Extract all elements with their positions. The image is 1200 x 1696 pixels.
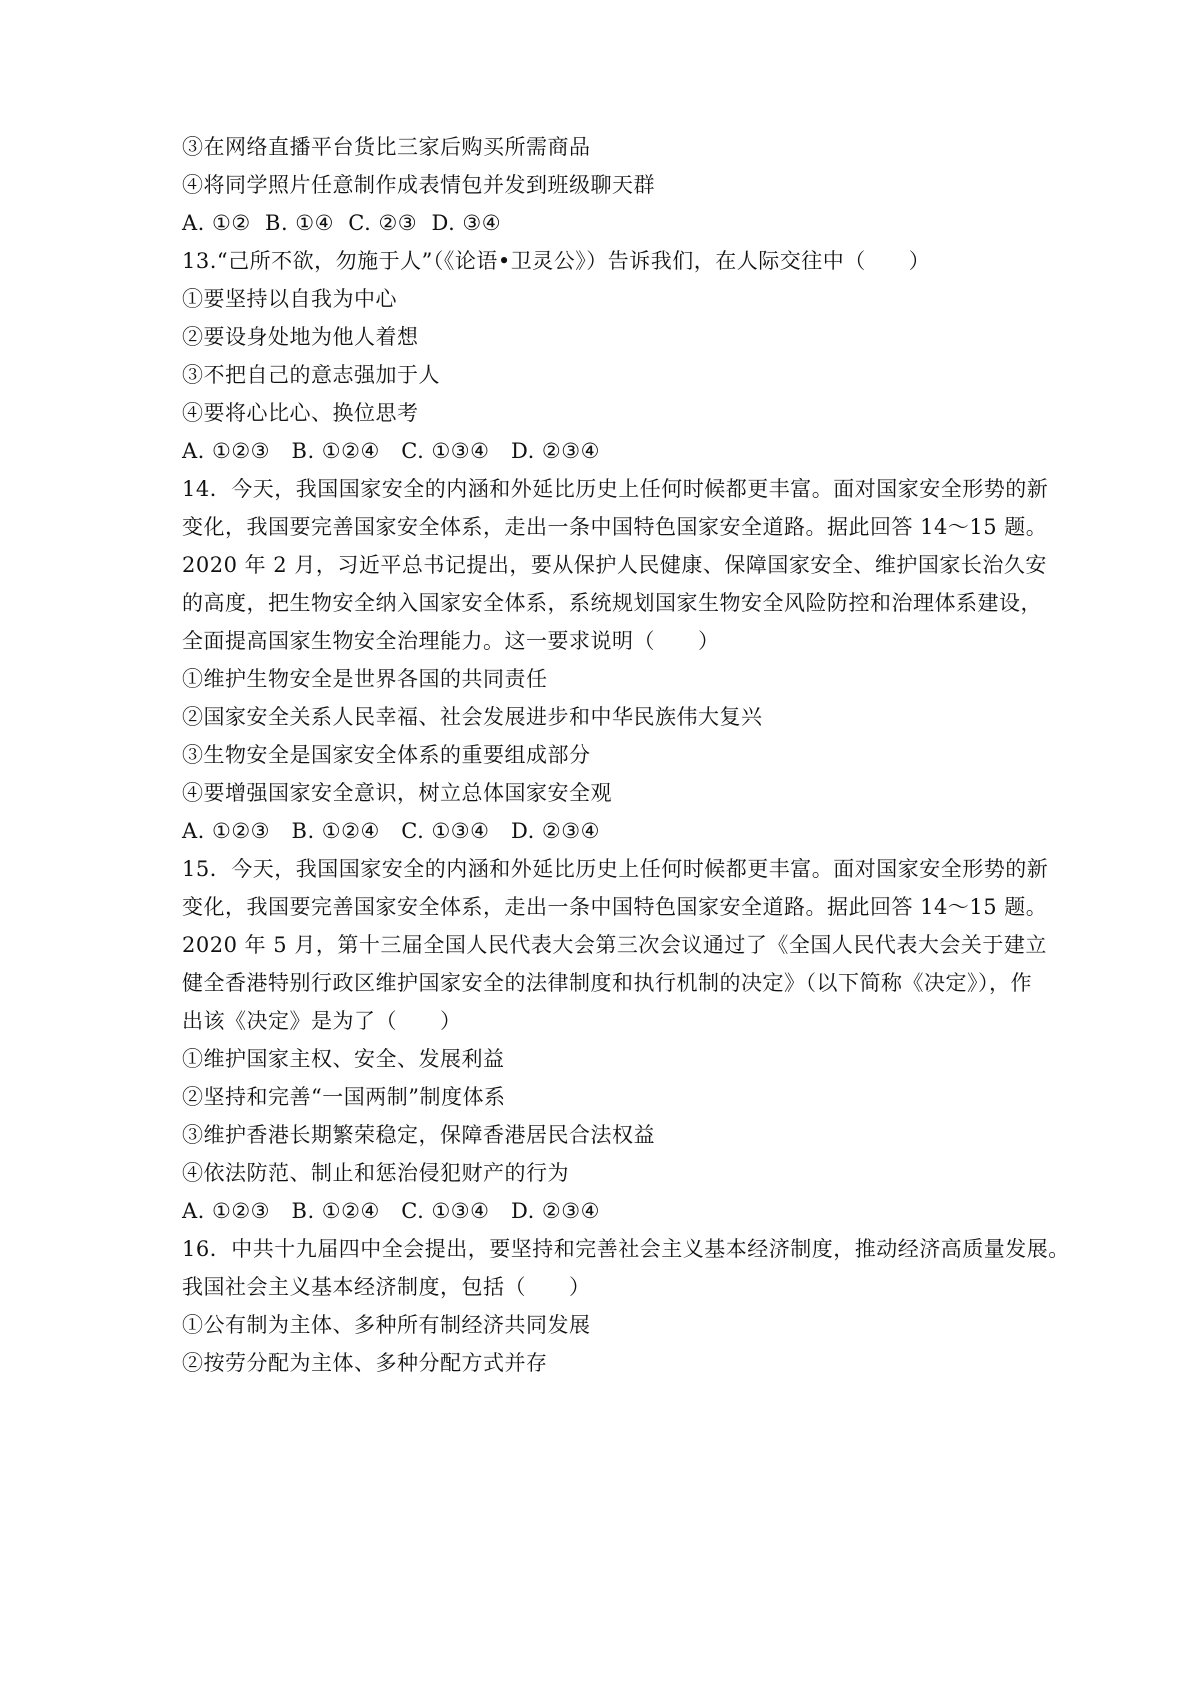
q16-option-1: ①公有制为主体、多种所有制经济共同发展 bbox=[182, 1313, 591, 1337]
q12-option-3: ③在网络直播平台货比三家后购买所需商品 bbox=[182, 135, 591, 159]
q13-option-3: ③不把自己的意志强加于人 bbox=[182, 363, 440, 387]
q14-answer-choices: A. ①②③ B. ①②④ C. ①③④ D. ②③④ bbox=[182, 819, 600, 843]
q15-stem-line-1: 2020 年 5 月，第十三届全国人民代表大会第三次会议通过了《全国人民代表大会关于建立 bbox=[182, 933, 1047, 957]
q15-option-3: ③维护香港长期繁荣稳定，保障香港居民合法权益 bbox=[182, 1123, 655, 1147]
q15-stem-line-3: 出该《决定》是为了（ ） bbox=[182, 1009, 462, 1033]
q14-option-2: ②国家安全关系人民幸福、社会发展进步和中华民族伟大复兴 bbox=[182, 705, 763, 729]
q13-option-1: ①要坚持以自我为中心 bbox=[182, 287, 397, 311]
q12-answer-choices: A. ①② B. ①④ C. ②③ D. ③④ bbox=[182, 211, 502, 235]
q14-option-3: ③生物安全是国家安全体系的重要组成部分 bbox=[182, 743, 591, 767]
q12-option-4: ④将同学照片任意制作成表情包并发到班级聊天群 bbox=[182, 173, 655, 197]
q14-stem-line-1: 2020 年 2 月，习近平总书记提出，要从保护人民健康、保障国家安全、维护国家长治久安 bbox=[182, 553, 1047, 577]
q13-answer-choices: A. ①②③ B. ①②④ C. ①③④ D. ②③④ bbox=[182, 439, 600, 463]
q15-stem-line-2: 健全香港特别行政区维护国家安全的法律制度和执行机制的决定》（以下简称《决定》），作 bbox=[182, 971, 1032, 995]
q14-intro-line-2: 变化，我国要完善国家安全体系，走出一条中国特色国家安全道路。据此回答 14～15 题。 bbox=[182, 515, 1048, 539]
q13-option-2: ②要设身处地为他人着想 bbox=[182, 325, 419, 349]
q16-stem-line-1: 16．中共十九届四中全会提出，要坚持和完善社会主义基本经济制度，推动经济高质量发展。 bbox=[182, 1237, 1070, 1261]
q14-option-4: ④要增强国家安全意识，树立总体国家安全观 bbox=[182, 781, 612, 805]
q15-option-2: ②坚持和完善“一国两制”制度体系 bbox=[182, 1085, 506, 1109]
q13-stem: 13.“己所不欲，勿施于人”（《论语•卫灵公》）告诉我们，在人际交往中（ ） bbox=[182, 249, 931, 273]
q14-option-1: ①维护生物安全是世界各国的共同责任 bbox=[182, 667, 548, 691]
q15-intro-line-2: 变化，我国要完善国家安全体系，走出一条中国特色国家安全道路。据此回答 14～15 题。 bbox=[182, 895, 1048, 919]
q13-option-4: ④要将心比心、换位思考 bbox=[182, 401, 419, 425]
q16-stem-line-2: 我国社会主义基本经济制度，包括（ ） bbox=[182, 1275, 591, 1299]
q16-option-2: ②按劳分配为主体、多种分配方式并存 bbox=[182, 1351, 548, 1375]
q15-option-1: ①维护国家主权、安全、发展利益 bbox=[182, 1047, 505, 1071]
q15-intro-line-1: 15．今天，我国国家安全的内涵和外延比历史上任何时候都更丰富。面对国家安全形势的新 bbox=[182, 857, 1049, 881]
q15-answer-choices: A. ①②③ B. ①②④ C. ①③④ D. ②③④ bbox=[182, 1199, 600, 1223]
q14-stem-line-2: 的高度，把生物安全纳入国家安全体系，系统规划国家生物安全风险防控和治理体系建设， bbox=[182, 591, 1042, 615]
q15-option-4: ④依法防范、制止和惩治侵犯财产的行为 bbox=[182, 1161, 569, 1185]
q14-intro-line-1: 14．今天，我国国家安全的内涵和外延比历史上任何时候都更丰富。面对国家安全形势的新 bbox=[182, 477, 1049, 501]
q14-stem-line-3: 全面提高国家生物安全治理能力。这一要求说明（ ） bbox=[182, 629, 720, 653]
